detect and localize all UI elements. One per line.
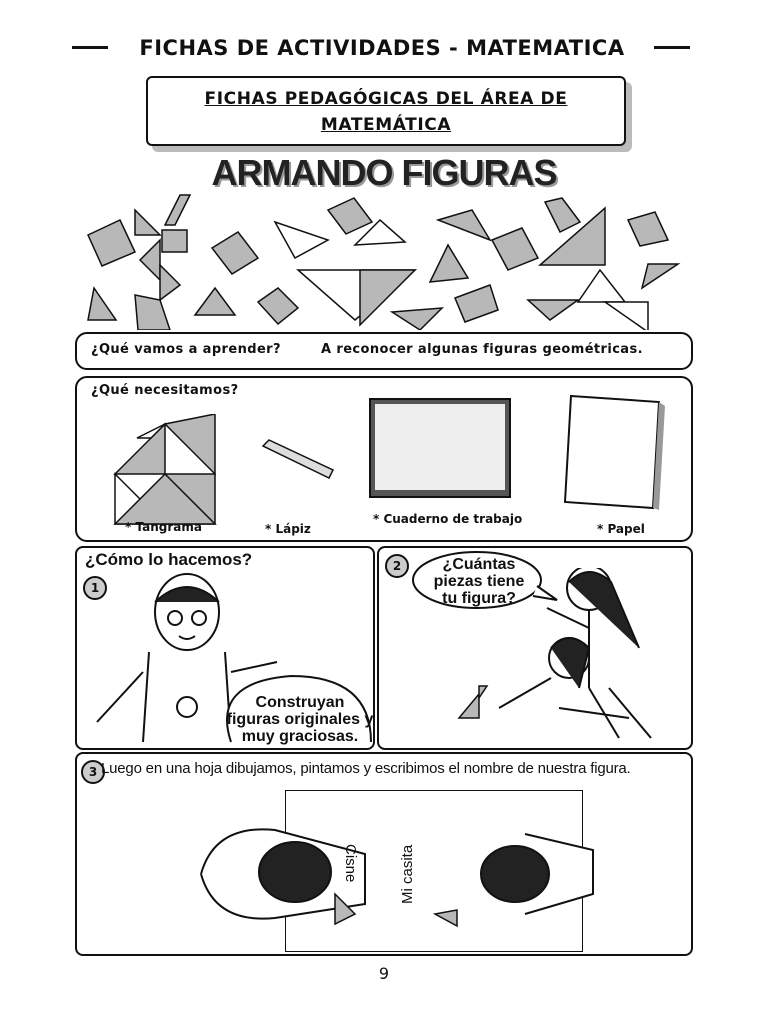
bubble2-line2: piezas tiene xyxy=(433,573,525,590)
subtitle-line2: MATEMÁTICA xyxy=(320,115,452,135)
needs-question: ¿Qué necesitamos? xyxy=(91,383,239,398)
paper1-caption: Cisne xyxy=(342,844,359,883)
item-tangram-label: * Tangrama xyxy=(125,520,202,534)
header-rule-left xyxy=(72,46,108,49)
tangram-icon xyxy=(107,414,227,526)
tangram-figures-banner xyxy=(80,190,690,330)
header-title: FICHAS DE ACTIVIDADES - MATEMATICA xyxy=(139,36,625,60)
learn-panel xyxy=(75,332,693,370)
step3-text: Luego en una hoja dibujamos, pintamos y escribimos el nombre de nuestra figura. xyxy=(101,760,631,777)
learn-answer: A reconocer algunas figuras geométricas. xyxy=(321,342,643,357)
bubble1-line1: Construyan xyxy=(255,694,345,711)
learn-question: ¿Qué vamos a aprender? xyxy=(91,342,281,357)
step2-badge: 2 xyxy=(385,554,409,578)
header-rule-right xyxy=(654,46,690,49)
paper-icon xyxy=(561,390,667,510)
page-header xyxy=(0,36,768,70)
subtitle-line1: FICHAS PEDAGÓGICAS DEL ÁREA DE xyxy=(204,89,568,109)
main-title: ARMANDO FIGURAS xyxy=(211,152,557,193)
bubble1-line3: muy graciosas. xyxy=(241,728,359,745)
item-workbook-label: * Cuaderno de trabajo xyxy=(373,512,523,526)
needs-panel xyxy=(75,376,693,542)
item-paper-label: * Papel xyxy=(597,522,645,536)
step1-panel xyxy=(75,546,375,750)
square-piece xyxy=(88,220,135,266)
workbook-cover-image xyxy=(369,398,511,498)
item-pencil-label: * Lápiz xyxy=(265,522,311,536)
triangle-piece xyxy=(88,288,116,320)
step3-badge: 3 xyxy=(81,760,105,784)
how-question: ¿Cómo lo hacemos? xyxy=(85,550,253,569)
subtitle-box xyxy=(146,76,626,146)
pencil-icon xyxy=(259,436,339,482)
children-illustration xyxy=(439,568,689,744)
step2-panel xyxy=(377,546,693,750)
bubble1-text xyxy=(225,694,375,745)
paper2-caption: Mi casita xyxy=(399,844,416,904)
bubble2-line3: tu figura? xyxy=(442,590,516,607)
step3-panel xyxy=(75,752,693,956)
bubble2-line1: ¿Cuántas xyxy=(442,556,516,573)
page-number: 9 xyxy=(378,964,390,983)
bubble1-line2: figuras originales y xyxy=(226,711,374,728)
step1-badge: 1 xyxy=(83,576,107,600)
